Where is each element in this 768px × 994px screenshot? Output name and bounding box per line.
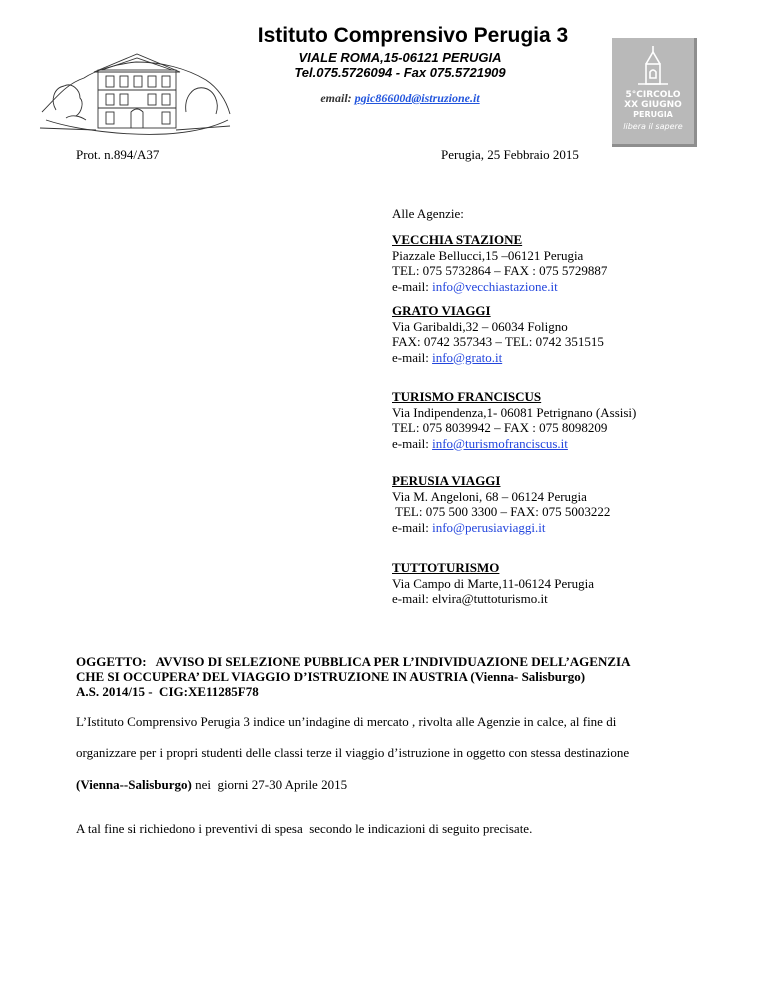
email-prefix: e-mail: [392,591,433,606]
email-prefix: e-mail: [392,435,433,451]
subject-line-1: OGGETTO: AVVISO DI SELEZIONE PUBBLICA PER L’INDIVIDUAZIONE DELL’AGENZIA [76,654,631,669]
bell-tower-icon [636,44,670,88]
body-paragraph-line [76,777,347,793]
agency-phone: TEL: 075 8039942 – FAX : 075 8098209 [392,420,608,435]
agency-phone: TEL: 075 500 3300 – FAX: 075 5003222 [392,504,611,519]
letter-date: Perugia, 25 Febbraio 2015 [441,147,579,162]
agency-email-link[interactable]: info@perusiaviaggi.it [432,519,546,535]
agency-name: GRATO VIAGGI [392,303,491,318]
agency-block [392,389,636,451]
subject-block [76,654,716,699]
institute-phone-fax: Tel.075.5726094 - Fax 075.5721909 [294,65,506,80]
agency-email-line [392,350,604,366]
email-prefix: e-mail: [392,278,433,294]
email-label: email: [320,91,352,105]
trip-dates: nei giorni 27-30 Aprile 2015 [191,777,348,792]
circolo-logo [612,38,697,147]
agency-address: Via Indipendenza,1- 06081 Petrignano (Assisi) [392,404,637,420]
protocol-number: Prot. n.894/A37 [76,147,160,162]
institute-email-link[interactable]: pgic86600d@istruzione.it [354,91,480,105]
agency-address: Via M. Angeloni, 68 – 06124 Perugia [392,488,587,504]
logo-line-1: 5°CIRCOLO [625,90,681,100]
agency-email-line [392,591,594,607]
agency-block [392,473,610,535]
addressee-heading: Alle Agenzie: [392,206,464,221]
agency-phone: TEL: 075 5732864 – FAX : 075 5729887 [392,263,608,278]
email-prefix: e-mail: [392,519,433,535]
agency-name: PERUSIA VIAGGI [392,473,501,488]
destination-bold: (Vienna--Salisburgo) [76,777,192,792]
agency-block [392,303,604,365]
agency-address: Via Campo di Marte,11-06124 Perugia [392,575,595,591]
agency-name: VECCHIA STAZIONE [392,232,523,247]
institute-address: VIALE ROMA,15-06121 PERUGIA [298,50,502,65]
body-paragraph-line: A tal fine si richiedono i preventivi di spesa secondo le indicazioni di seguito precisate. [76,821,533,836]
agency-email-line [392,279,607,295]
agency-address: Piazzale Bellucci,15 –06121 Perugia [392,247,584,263]
agency-address: Via Garibaldi,32 – 06034 Foligno [392,318,568,334]
email-prefix: e-mail: [392,349,433,365]
logo-line-3: PERUGIA [633,110,673,119]
body-paragraph-line: organizzare per i propri studenti delle classi terze il viaggio d’istruzione in oggetto con stessa destinazione [76,745,630,760]
agency-phone: FAX: 0742 357343 – TEL: 0742 351515 [392,334,604,349]
subject-line-2: CHE SI OCCUPERA’ DEL VIAGGIO D’ISTRUZIONE IN AUSTRIA (Vienna- Salisburgo) [76,669,586,684]
agency-email-link[interactable]: info@grato.it [432,349,503,365]
subject-line-3: A.S. 2014/15 - CIG:XE11285F78 [76,684,259,699]
agency-block [392,232,607,294]
agency-name: TURISMO FRANCISCUS [392,389,542,404]
agency-email-link[interactable]: info@vecchiastazione.it [432,278,558,294]
agency-email: elvira@tuttoturismo.it [432,591,548,606]
school-building-drawing [36,40,232,140]
agency-name: TUTTOTURISMO [392,560,500,575]
agency-email-link[interactable]: info@turismofranciscus.it [432,435,568,451]
logo-tagline: libera il sapere [623,122,683,131]
agency-email-line [392,520,610,536]
body-paragraph-line: L’Istituto Comprensivo Perugia 3 indice un’indagine di mercato , rivolta alle Agenzie in calce, al fine di [76,714,617,729]
agency-block [392,560,594,607]
logo-line-2: XX GIUGNO [624,100,682,110]
agency-email-line [392,436,636,452]
institute-title: Istituto Comprensivo Perugia 3 [257,24,569,47]
